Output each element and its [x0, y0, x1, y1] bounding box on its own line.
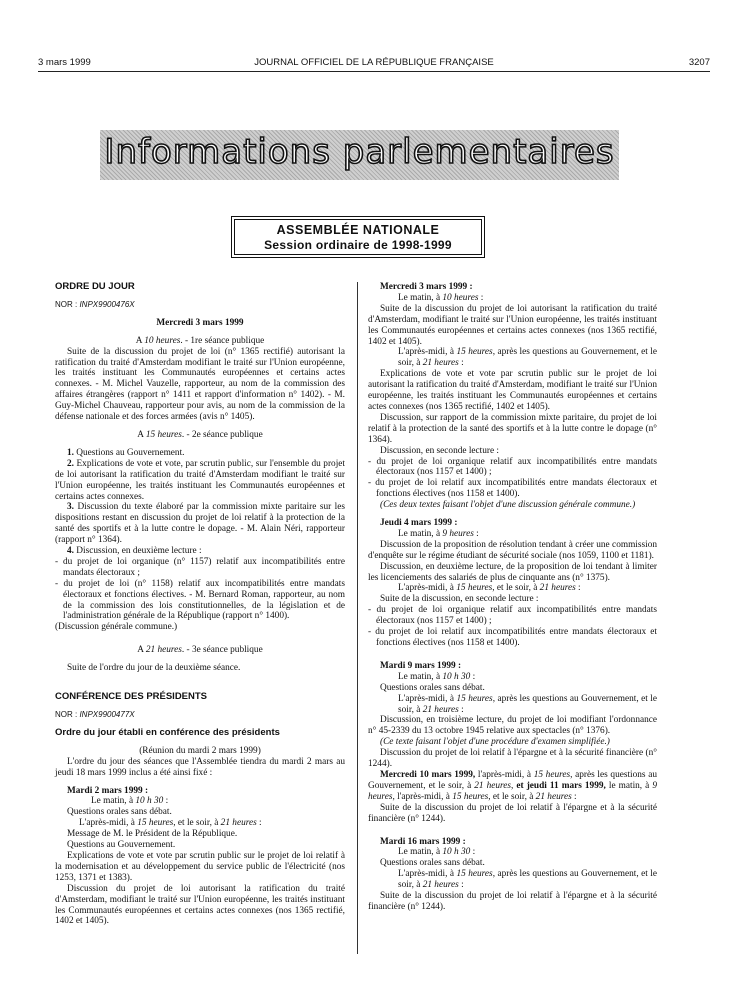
agenda-note: (Ce texte faisant l'objet d'une procédure d'examen simplifiée.) — [380, 737, 610, 748]
day-label: et jeudi 11 mars 1999, — [516, 780, 606, 791]
text: : — [478, 292, 484, 303]
agenda-paragraph: Discussion, en deuxième lecture, de la proposition de loi tendant à limiter les licenciements des salariés de plus de cinquante ans (n° 1375). — [368, 561, 657, 583]
text: : — [458, 358, 464, 369]
agenda-paragraph: Discussion du projet de loi autorisant la ratification du traité d'Amsterdam, modifiant le traité sur l'Union européenne, les traités instituant les Communautés européennes et certains actes connexes (nos 1365 rectifié, 1402 et 1405). — [55, 883, 345, 927]
time: 21 heures — [535, 791, 572, 802]
list-item — [55, 546, 345, 557]
time: 15 heures — [145, 429, 182, 440]
text: , — [511, 780, 517, 791]
text: , après les questions au Gouvernement, et le soir, à — [398, 869, 658, 891]
day-heading-mercredi-3: Mercredi 3 mars 1999 : — [380, 282, 473, 292]
session-name: Session ordinaire de 1998-1999 — [264, 238, 452, 252]
dash-item: - du projet de loi (n° 1158) relatif aux incompatibilités entre mandats électoraux et fonctions électives. - M. Bernard Roman, rapporteur, au nom de la commission des lois constitutionnelles, de la législation et de l'administration générale de la République (rapport n° 1400). — [55, 578, 345, 622]
left-column — [55, 282, 345, 927]
item-number: 1. — [67, 447, 74, 458]
assembly-box — [231, 216, 485, 258]
day-heading-jeudi-4: Jeudi 4 mars 1999 : — [380, 518, 458, 529]
text: : — [571, 791, 577, 802]
time: 21 heures — [474, 780, 512, 791]
time: 15 heures — [456, 869, 493, 880]
item-number: 3. — [67, 502, 74, 513]
text: . - 2e séance publique — [181, 429, 263, 440]
text: Le matin, à — [398, 292, 443, 303]
dash-item: - du projet de loi relatif aux incompatibilités entre mandats électoraux et fonctions électives (nos 1158 et 1400). — [368, 627, 657, 648]
list-item — [55, 502, 345, 546]
text: : — [470, 847, 476, 858]
day-heading-mardi-2: Mardi 2 mars 1999 : — [67, 785, 149, 796]
agenda-paragraph: Discussion, en seconde lecture : — [380, 445, 500, 456]
agenda-paragraph: Suite de la discussion, en seconde lecture : — [380, 594, 539, 605]
text: Le matin, à — [398, 671, 443, 682]
day-heading-mardi-16: Mardi 16 mars 1999 : — [380, 836, 466, 847]
seance-1-heading — [55, 336, 345, 347]
text: L'après-midi, à — [79, 818, 138, 829]
header-rule — [38, 71, 710, 72]
text: : — [458, 704, 464, 715]
time: 21 heures — [422, 704, 459, 715]
text: : — [470, 671, 476, 682]
text: , et le soir, à — [488, 791, 536, 802]
agenda-paragraph: Explications de vote et vote par scrutin public sur le projet de loi relatif à la modernisation et au développement du service public de l'électricité (nos 1253, 1371 et 1383). — [55, 850, 345, 883]
time: 21 heures — [220, 818, 257, 829]
text: A — [137, 429, 146, 440]
text: Le matin, à — [91, 796, 136, 807]
agenda-paragraph: Discussion de la proposition de résolution tendant à créer une commission d'enquête sur le régime étudiant de sécurité sociale (nos 1059, 1100 et 1181). — [368, 539, 657, 561]
text: l'après-midi, à — [475, 769, 534, 780]
item-number: 2. — [67, 458, 74, 469]
list-item — [55, 459, 345, 503]
day-heading-mercredi-3: Mercredi 3 mars 1999 — [156, 317, 244, 328]
text: : — [256, 818, 262, 829]
time: 21 heures — [539, 583, 576, 594]
time: 10 h 30 — [442, 671, 471, 682]
item-number: 4. — [67, 546, 74, 557]
agenda-paragraph: Suite de la discussion du projet de loi relatif à l'épargne et à la sécurité financière (n° 1244). — [368, 802, 657, 824]
assembly-name: ASSEMBLÉE NATIONALE — [276, 223, 440, 237]
nor-label: NOR : — [55, 710, 80, 719]
dash-item: - du projet de loi organique relatif aux incompatibilités entre mandats électoraux (nos 1157 et 1400) ; — [368, 456, 657, 478]
nor-code: INPX9900477X — [79, 710, 135, 719]
text: L'après-midi, à — [398, 583, 457, 594]
agenda-line: Questions orales sans débat. — [380, 858, 485, 869]
text: A — [135, 335, 145, 346]
text: L'après-midi, à — [398, 347, 457, 358]
nor-reference-1 — [55, 300, 345, 311]
dash-item: - du projet de loi relatif aux incompatibilités entre mandats électoraux et fonctions électives (nos 1158 et 1400). — [368, 478, 657, 500]
time-line — [368, 293, 657, 304]
agenda-paragraph: Discussion, en troisième lecture, du projet de loi modifiant l'ordonnance n° 45-2339 du 13 octobre 1945 relative aux spectacles (n° 1376). — [368, 715, 657, 737]
agenda-line: Message de M. le Président de la République. — [67, 829, 238, 840]
nor-code: INPX9900476X — [79, 299, 135, 309]
time: 15 heures — [456, 583, 493, 594]
time: 21 heures — [422, 880, 459, 891]
day-label: Mercredi 10 mars 1999, — [380, 769, 476, 780]
text: , après les questions au Gouvernement, et le soir, à — [368, 769, 657, 791]
text: . - 1re séance publique — [180, 335, 265, 346]
text: , l'après-midi, à — [392, 791, 453, 802]
agenda-line: Questions orales sans débat. — [67, 807, 172, 818]
day-heading-mardi-9: Mardi 9 mars 1999 : — [380, 660, 462, 671]
item-text: Discussion du texte élaboré par la commission mixte paritaire sur les dispositions restant en discussion du projet de loi relatif à la protection de la santé des sportifs et à la lutte contre le dopage. - M. Alain Néri, rapporteur (rapport n° 1364). — [55, 502, 345, 546]
text: L'après-midi, à — [398, 869, 457, 880]
item-text: Questions au Gouvernement. — [73, 447, 185, 458]
time: 10 h 30 — [135, 796, 164, 807]
item-text: Discussion, en deuxième lecture : — [73, 546, 202, 557]
agenda-paragraph: Discussion, sur rapport de la commission mixte paritaire, du projet de loi relatif à la protection de la santé des sportifs et à la lutte contre le dopage (n° 1364). — [368, 412, 657, 445]
agenda-note: (Ces deux textes faisant l'objet d'une discussion générale commune.) — [380, 500, 636, 511]
time: 10 heures — [144, 335, 181, 346]
ordre-du-jour-heading: ORDRE DU JOUR — [55, 281, 135, 292]
ordre-paragraph: L'ordre du jour des séances que l'Assemblée tiendra du mardi 2 mars au jeudi 18 mars 1999 inclus a été ainsi fixé : — [55, 756, 345, 778]
banner-title: Informations parlementaires — [104, 132, 615, 172]
assembly-box-inner — [234, 219, 482, 255]
text: le matin, à — [605, 780, 653, 791]
header-date: 3 mars 1999 — [38, 57, 91, 68]
text: L'après-midi, à — [398, 693, 457, 704]
agenda-paragraph: Discussion du projet de loi relatif à l'épargne et à la sécurité financière (n° 1244). — [368, 748, 657, 770]
text: Le matin, à — [398, 847, 443, 858]
time: 15 heures — [456, 693, 493, 704]
text: : — [473, 528, 479, 539]
time: 15 heures — [533, 769, 571, 780]
header-page-number: 3207 — [688, 57, 710, 68]
seance-2-heading — [55, 430, 345, 441]
list-item — [55, 448, 345, 459]
text: , et le soir, à — [492, 583, 540, 594]
agenda-paragraph: Suite de la discussion du projet de loi relatif à l'épargne et à la sécurité financière (n° 1244). — [368, 891, 657, 912]
agenda-line: Questions orales sans débat. — [380, 682, 485, 693]
agenda-line: Questions au Gouvernement. — [67, 840, 176, 851]
text: , après les questions au Gouvernement, et le soir, à — [398, 347, 658, 369]
agenda-paragraph: Explications de vote et vote par scrutin public sur le projet de loi autorisant la ratification du traité d'Amsterdam, modifiant le traité sur l'Union européenne, les traités instituant les Communautés européennes et certains actes connexes (nos 1365 rectifié, 1402 et 1405). — [368, 369, 657, 412]
time: 10 heures — [442, 292, 479, 303]
time-line — [368, 583, 657, 594]
time-line — [55, 796, 345, 807]
time-line — [368, 847, 657, 858]
conference-subheading: Ordre du jour établi en conférence des présidents — [55, 726, 280, 738]
text: Le matin, à — [398, 528, 443, 539]
time-line — [55, 818, 345, 829]
time: 10 h 30 — [442, 847, 471, 858]
right-column — [368, 282, 657, 913]
time: 21 heures — [145, 645, 182, 656]
reunion-date: (Réunion du mardi 2 mars 1999) — [139, 745, 261, 756]
item-text: Explications de vote et vote, par scrutin public, sur l'ensemble du projet de loi autorisant la ratification du traité d'Amsterdam modifiant le traité sur l'Union européenne, les traités instituant les Communautés européennes et certains actes connexes. — [55, 458, 345, 502]
dash-item: - du projet de loi organique (n° 1157) relatif aux incompatibilités entre mandats électoraux ; — [55, 556, 345, 578]
nor-label: NOR : — [55, 299, 80, 309]
agenda-paragraph: Suite de la discussion du projet de loi autorisant la ratification du traité d'Amsterdam, modifiant le traité sur l'Union européenne, les traités instituant les Communautés européennes et certains actes connexes (nos 1365 rectifié, 1402 et 1405). — [368, 303, 657, 347]
text: : — [163, 796, 169, 807]
text: : — [575, 583, 581, 594]
discussion-note: (Discussion générale commune.) — [55, 622, 178, 633]
dash-item: - du projet de loi organique relatif aux incompatibilités entre mandats électoraux (nos 1157 et 1400) ; — [368, 605, 657, 627]
seance-3-paragraph: Suite de l'ordre du jour de la deuxième séance. — [67, 663, 241, 674]
agenda-paragraph-mercredi-10 — [368, 770, 657, 803]
seance-3-heading — [55, 645, 345, 656]
seance-1-paragraph: Suite de la discussion du projet de loi (n° 1365 rectifié) autorisant la ratification du traité d'Amsterdam modifiant le traité sur l'Union européenne, les traités instituant les Communautés européennes et certains actes connexes. - M. Michel Vauzelle, rapporteur, au nom de la commission des affaires étrangères (rapport n° 1411 et rapport d'information n° 1402). - M. Guy-Michel Chauveau, rapporteur pour avis, au nom de la commission de la défense nationale et des forces armées (avis n° 1405). — [55, 346, 345, 423]
nor-reference-2 — [55, 710, 345, 721]
time: 15 heures — [456, 347, 493, 358]
column-divider — [357, 282, 358, 954]
text: , après les questions au Gouvernement, et le soir, à — [398, 693, 658, 715]
time-line — [368, 869, 657, 891]
time: 15 heures — [137, 818, 174, 829]
conference-heading: CONFÉRENCE DES PRÉSIDENTS — [55, 691, 208, 703]
header-journal-title: JOURNAL OFFICIEL DE LA RÉPUBLIQUE FRANÇAISE — [254, 57, 494, 68]
time: 9 heures — [368, 780, 658, 802]
text: . - 3e séance publique — [181, 645, 263, 656]
time: 21 heures — [422, 358, 459, 369]
running-header — [38, 57, 710, 71]
time: 15 heures — [452, 791, 489, 802]
time-line — [368, 694, 657, 716]
text: A — [137, 645, 146, 656]
time-line — [368, 672, 657, 683]
text: : — [458, 880, 464, 891]
text: , et le soir, à — [173, 818, 221, 829]
time-line — [368, 347, 657, 369]
time-line — [368, 529, 657, 540]
time: 9 heures — [442, 528, 474, 539]
